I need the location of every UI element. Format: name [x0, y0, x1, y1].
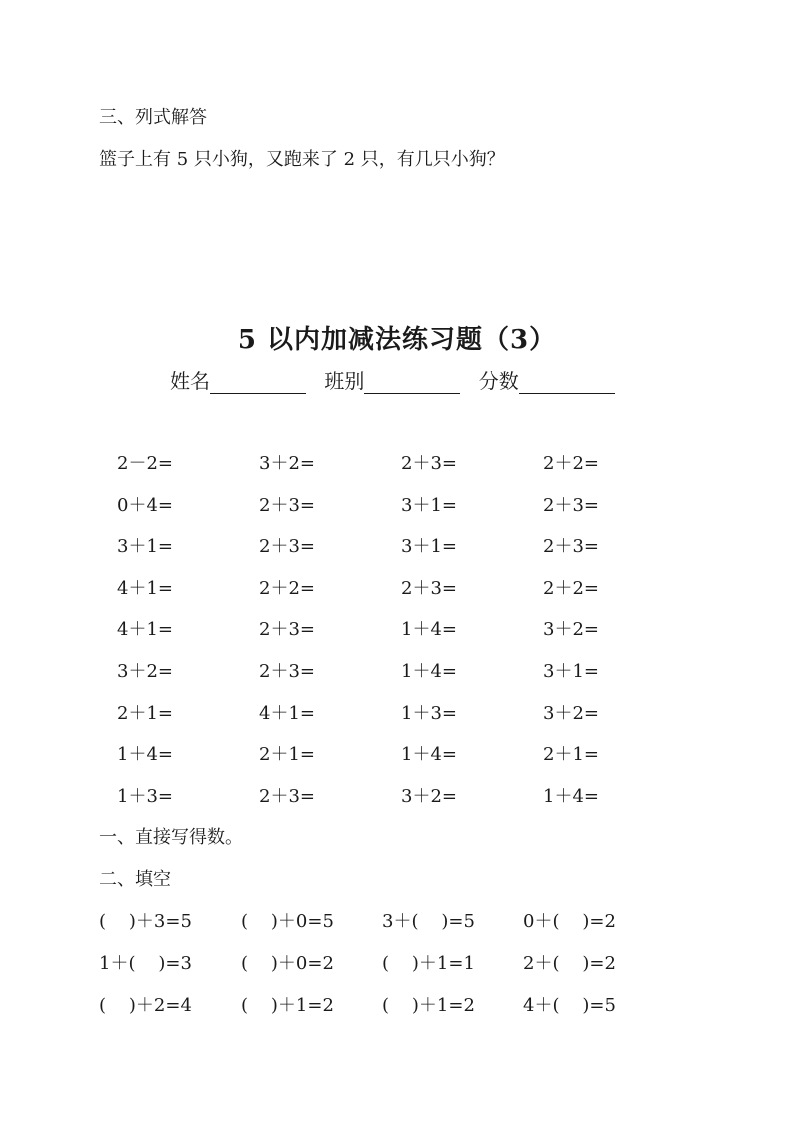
calc-row	[0, 743, 794, 767]
fill-problem[interactable]: ( )＋1=2	[382, 995, 475, 1016]
worksheet-title: 5 以内加减法练习题（3）	[237, 325, 557, 355]
calc-row	[0, 660, 794, 684]
calc-problem: 3＋1=	[117, 536, 173, 557]
calc-problem: 4＋1=	[117, 619, 173, 640]
calc-problem: 1＋3=	[117, 786, 173, 807]
calc-row	[0, 577, 794, 601]
calc-problem: 2＋2=	[259, 578, 315, 599]
fill-problem[interactable]: 4＋( )=5	[523, 995, 616, 1016]
fill-problem[interactable]: 3＋( )=5	[382, 911, 475, 932]
fill-problem[interactable]: 1＋( )=3	[99, 953, 192, 974]
calc-problem: 2＋3=	[259, 786, 315, 807]
calc-problem: 2＋1=	[259, 744, 315, 765]
calc-problem: 2＋3=	[543, 495, 599, 516]
calc-problem: 3＋2=	[543, 619, 599, 640]
calc-problem: 1＋3=	[401, 703, 457, 724]
fill-problem[interactable]: ( )＋2=4	[99, 995, 192, 1016]
calc-problem: 2＋3=	[401, 453, 457, 474]
calc-problem: 1＋4=	[117, 744, 173, 765]
calc-problem: 3＋1=	[543, 661, 599, 682]
fill-problem[interactable]: 2＋( )=2	[523, 953, 616, 974]
class-blank[interactable]	[364, 373, 460, 394]
calc-problem: 2＋2=	[543, 578, 599, 599]
fill-row	[0, 910, 794, 934]
calc-problem: 2＋1=	[543, 744, 599, 765]
section3-question: 篮子上有 5 只小狗，又跑来了 2 只，有几只小狗？	[99, 149, 505, 170]
fill-problem[interactable]: ( )＋1=2	[241, 995, 334, 1016]
fill-problem[interactable]: 0＋( )=2	[523, 911, 616, 932]
student-info-row	[170, 368, 627, 394]
name-blank[interactable]	[210, 373, 306, 394]
class-label: 班别	[324, 369, 365, 393]
calc-problem: 3＋1=	[401, 536, 457, 557]
calc-row	[0, 785, 794, 809]
calc-problem: 1＋4=	[401, 744, 457, 765]
calc-row	[0, 618, 794, 642]
score-label: 分数	[478, 369, 519, 393]
calc-problem: 2＋3=	[259, 495, 315, 516]
calc-problem: 3＋2=	[117, 661, 173, 682]
fill-problem[interactable]: ( )＋1=1	[382, 953, 475, 974]
calc-problem: 2＋3=	[259, 536, 315, 557]
name-field	[170, 368, 306, 394]
calc-row	[0, 452, 794, 476]
calc-problem: 3＋2=	[259, 453, 315, 474]
calc-problem: 3＋2=	[401, 786, 457, 807]
name-label: 姓名	[170, 369, 210, 393]
fill-row	[0, 952, 794, 976]
calc-problem: 1＋4=	[401, 661, 457, 682]
score-blank[interactable]	[519, 373, 615, 394]
calc-row	[0, 702, 794, 726]
section3-heading: 三、列式解答	[99, 107, 207, 128]
calc-problem: 3＋2=	[543, 703, 599, 724]
calc-problem: 2－2=	[117, 453, 173, 474]
calc-problem: 2＋3=	[259, 619, 315, 640]
calc-problem: 2＋3=	[259, 661, 315, 682]
calc-problem: 2＋1=	[117, 703, 173, 724]
section2-heading: 二、填空	[99, 869, 171, 890]
fill-problem[interactable]: ( )＋3=5	[99, 911, 192, 932]
calc-problem: 3＋1=	[401, 495, 457, 516]
section1-heading: 一、直接写得数。	[99, 827, 243, 848]
calc-problem: 2＋2=	[543, 453, 599, 474]
calc-problem: 4＋1=	[117, 578, 173, 599]
calc-row	[0, 535, 794, 559]
calc-row	[0, 494, 794, 518]
fill-problem[interactable]: ( )＋0=2	[241, 953, 334, 974]
calc-problem: 4＋1=	[259, 703, 315, 724]
calc-problem: 2＋3=	[543, 536, 599, 557]
calc-problem: 1＋4=	[543, 786, 599, 807]
calc-problem: 2＋3=	[401, 578, 457, 599]
fill-row	[0, 994, 794, 1018]
calc-problem: 1＋4=	[401, 619, 457, 640]
class-field	[324, 368, 460, 394]
score-field	[479, 368, 615, 394]
calc-problem: 0＋4=	[117, 495, 173, 516]
fill-problem[interactable]: ( )＋0=5	[241, 911, 334, 932]
